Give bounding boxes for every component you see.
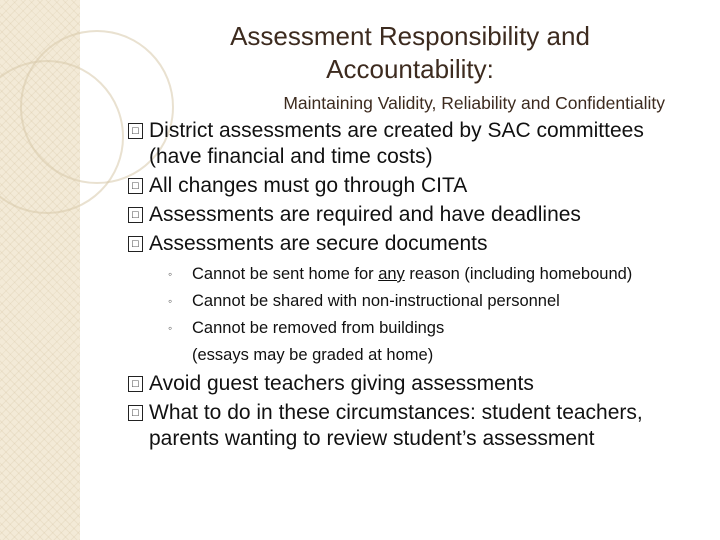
bullet-item <box>128 400 688 452</box>
sub-bullet-note: (essays may be graded at home) <box>192 346 434 364</box>
bullet-text: Assessments are required and have deadlines <box>149 203 581 226</box>
bullet-text: Assessments are secure documents <box>149 232 488 255</box>
title-line-1: Assessment Responsibility and <box>230 21 590 51</box>
bullet-text: Avoid guest teachers giving assessments <box>149 372 534 395</box>
checkbox-bullet-icon: □ <box>128 236 143 252</box>
sub-bullet-text: Cannot be sent home for any reason (including homebound) <box>192 265 633 283</box>
checkbox-bullet-icon: □ <box>128 178 143 194</box>
bullet-text: All changes must go through CITA <box>149 174 468 197</box>
ring-bullet-icon: ◦ <box>168 321 173 335</box>
sub-bullet-item <box>149 263 688 285</box>
bullet-text: District assessments are created by SAC committees (have financial and time costs) <box>149 119 644 168</box>
bullet-item <box>128 371 688 397</box>
sub-bullet-item <box>149 317 688 366</box>
bullet-item <box>128 173 688 199</box>
ring-bullet-icon: ◦ <box>168 294 173 308</box>
sub-bullet-text: Cannot be shared with non-instructional personnel <box>192 292 560 310</box>
bullet-list <box>128 118 688 455</box>
sub-bullet-list <box>149 263 688 366</box>
bullet-item <box>128 202 688 228</box>
bullet-item <box>128 231 688 366</box>
checkbox-bullet-icon: □ <box>128 405 143 421</box>
title-line-2: Accountability: <box>326 54 494 84</box>
emphasis-word: any <box>378 265 405 283</box>
bullet-text: What to do in these circumstances: student teachers, parents wanting to review student’s assessment <box>149 401 643 450</box>
sub-bullet-text: Cannot be removed from buildings <box>192 319 445 337</box>
slide-subtitle: Maintaining Validity, Reliability and Confidentiality <box>283 93 665 113</box>
checkbox-bullet-icon: □ <box>128 207 143 223</box>
ring-bullet-icon: ◦ <box>168 267 173 281</box>
sub-bullet-item <box>149 290 688 312</box>
slide-title <box>150 20 670 86</box>
bullet-item <box>128 118 688 170</box>
checkbox-bullet-icon: □ <box>128 123 143 139</box>
checkbox-bullet-icon: □ <box>128 376 143 392</box>
